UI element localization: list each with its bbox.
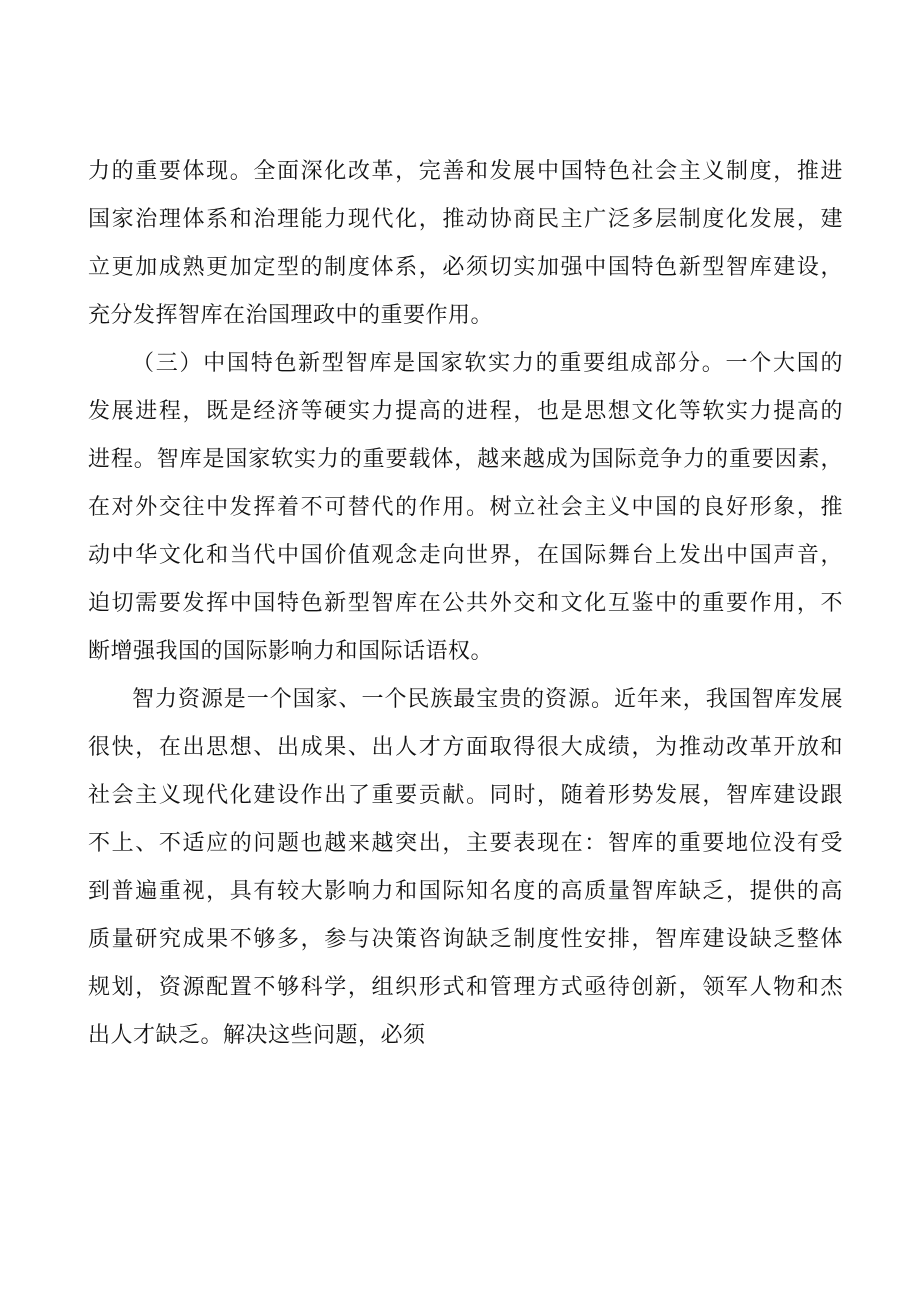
- paragraph-1: [88, 148, 843, 340]
- text-line: 规划，资源配置不够科学，组织形式和管理方式亟待创新，领军人物和杰: [88, 975, 843, 1000]
- text-line: 智力资源是一个国家、一个民族最宝贵的资源。近年来，我国智库发展: [132, 687, 843, 712]
- text-line: 很快，在出思想、出成果、出人才方面取得很大成绩，为推动改革开放和: [88, 735, 843, 760]
- text-line: 出人才缺乏。解决这些问题，必须: [88, 1023, 426, 1048]
- text-line: 立更加成熟更加定型的制度体系，必须切实加强中国特色新型智库建设，: [88, 255, 843, 280]
- paragraph-2: [88, 340, 843, 676]
- text-line: （三）中国特色新型智库是国家软实力的重要组成部分。一个大国的: [132, 351, 843, 376]
- text-line: 国家治理体系和治理能力现代化，推动协商民主广泛多层制度化发展，建: [88, 207, 843, 232]
- text-line: 进程。智库是国家软实力的重要载体，越来越成为国际竞争力的重要因素，: [88, 447, 843, 472]
- text-line: 社会主义现代化建设作出了重要贡献。同时，随着形势发展，智库建设跟: [88, 783, 843, 808]
- text-line: 动中华文化和当代中国价值观念走向世界，在国际舞台上发出中国声音，: [88, 543, 843, 568]
- paragraph-3: [88, 676, 843, 1060]
- document-body: [88, 148, 843, 1060]
- text-line: 发展进程，既是经济等硬实力提高的进程，也是思想文化等软实力提高的: [88, 399, 843, 424]
- text-line: 充分发挥智库在治国理政中的重要作用。: [88, 303, 494, 328]
- text-line: 质量研究成果不够多，参与决策咨询缺乏制度性安排，智库建设缺乏整体: [88, 927, 843, 952]
- text-line: 不上、不适应的问题也越来越突出，主要表现在：智库的重要地位没有受: [88, 831, 843, 856]
- text-line: 在对外交往中发挥着不可替代的作用。树立社会主义中国的良好形象，推: [88, 495, 843, 520]
- text-line: 断增强我国的国际影响力和国际话语权。: [88, 639, 494, 664]
- text-line: 力的重要体现。全面深化改革，完善和发展中国特色社会主义制度，推进: [88, 159, 843, 184]
- text-line: 迫切需要发挥中国特色新型智库在公共外交和文化互鉴中的重要作用，不: [88, 591, 843, 616]
- text-line: 到普遍重视，具有较大影响力和国际知名度的高质量智库缺乏，提供的高: [88, 879, 843, 904]
